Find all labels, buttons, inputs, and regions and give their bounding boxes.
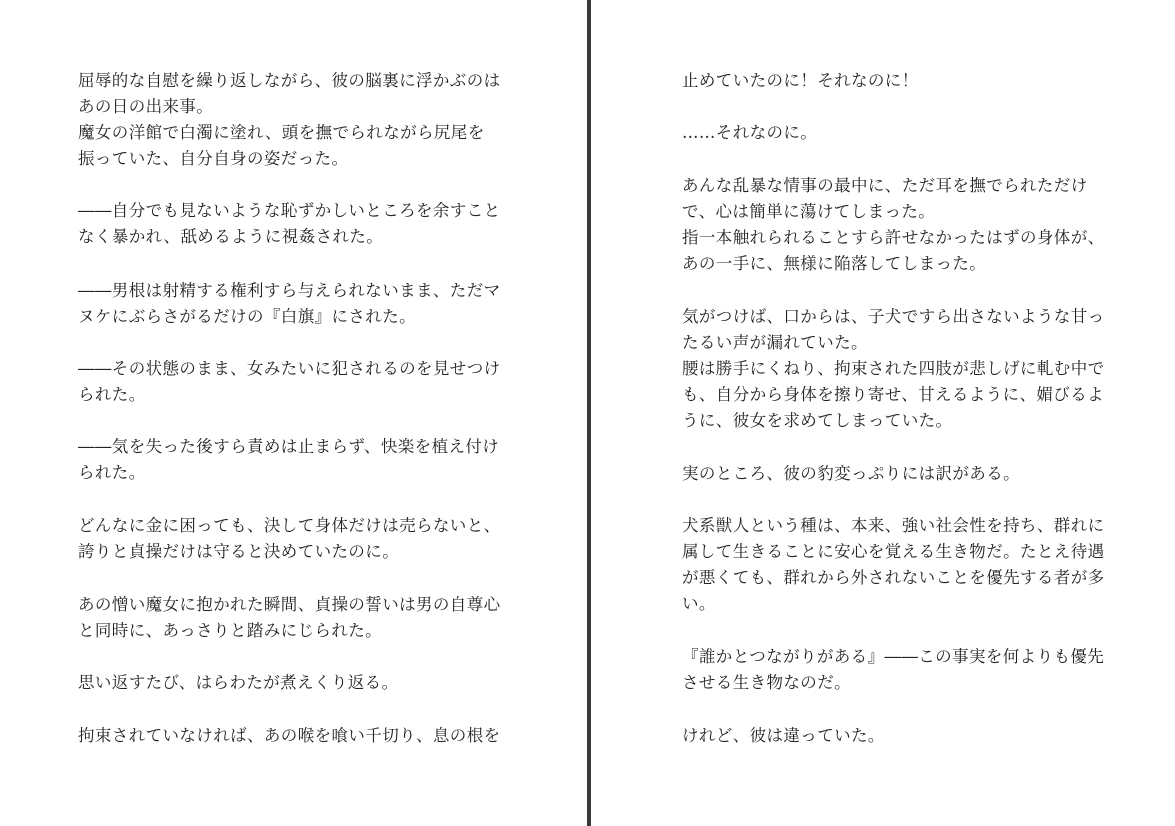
text-line: られた。 (78, 385, 146, 404)
text-line: どんなに金に困っても、決して身体だけは売らないと、 (78, 516, 501, 535)
text-line: 『誰かとつながりがある』――この事実を何よりも優先 (682, 647, 1105, 666)
right-page (591, 0, 1175, 826)
text-line: ――その状態のまま、女みたいに犯されるのを見せつけ (78, 359, 501, 378)
text-line: ――自分でも見ないような恥ずかしいところを余すこと (78, 201, 501, 220)
text-line: ヌケにぶらさがるだけの『白旗』にされた。 (78, 307, 416, 326)
text-line: たるい声が漏れていた。 (682, 333, 868, 352)
text-line: けれど、彼は違っていた。 (682, 726, 885, 745)
text-line: あの一手に、無様に陥落してしまった。 (682, 254, 987, 273)
text-line: 誇りと貞操だけは守ると決めていたのに。 (78, 542, 400, 561)
text-line: 振っていた、自分自身の姿だった。 (78, 149, 349, 168)
text-line: 止めていたのに！それなのに！ (682, 71, 919, 90)
text-line: で、心は簡単に蕩けてしまった。 (682, 202, 936, 221)
text-line: あんな乱暴な情事の最中に、ただ耳を撫でられただけ (682, 176, 1088, 195)
text-line: 実のところ、彼の豹変っぷりには訳がある。 (682, 464, 1020, 483)
text-line: 魔女の洋館で白濁に塗れ、頭を撫でられながら尻尾を (78, 123, 485, 142)
text-line: ――気を失った後すら責めは止まらず、快楽を植え付け (78, 437, 500, 456)
text-line: 屈辱的な自慰を繰り返しながら、彼の脳裏に浮かぶのは (78, 71, 501, 90)
text-line: と同時に、あっさりと踏みにじられた。 (78, 621, 383, 640)
text-line: 思い返すたび、はらわたが煮えくり返る。 (78, 673, 399, 692)
text-line: が悪くても、群れから外されないことを優先する者が多 (682, 568, 1105, 587)
text-line: させる生き物なのだ。 (682, 673, 851, 692)
text-line: 犬系獣人という種は、本来、強い社会性を持ち、群れに (682, 516, 1105, 535)
text-line: ――男根は射精する権利すら与えられないまま、ただマ (78, 281, 501, 300)
left-page (0, 0, 587, 826)
text-line: ……それなのに。 (682, 123, 818, 142)
text-line: 腰は勝手にくねり、拘束された四肢が悲しげに軋む中で (682, 359, 1105, 378)
text-line: あの日の出来事。 (78, 97, 214, 116)
text-line: 指一本触れられることすら許せなかったはずの身体が、 (682, 228, 1105, 247)
text-line: あの憎い魔女に抱かれた瞬間、貞操の誓いは男の自尊心 (78, 595, 501, 614)
text-line: うに、彼女を求めてしまっていた。 (682, 411, 953, 430)
text-line: なく暴かれ、舐めるように視姦された。 (78, 227, 384, 246)
text-line: い。 (682, 594, 716, 613)
text-line: 拘束されていなければ、あの喉を喰い千切り、息の根を (78, 726, 501, 745)
text-line: も、自分から身体を擦り寄せ、甘えるように、媚びるよ (682, 385, 1105, 404)
text-line: 気がつけば、口からは、子犬ですら出さないような甘っ (682, 307, 1105, 326)
text-line: 属して生きることに安心を覚える生き物だ。たとえ待遇 (682, 542, 1105, 561)
text-line: られた。 (78, 463, 146, 482)
